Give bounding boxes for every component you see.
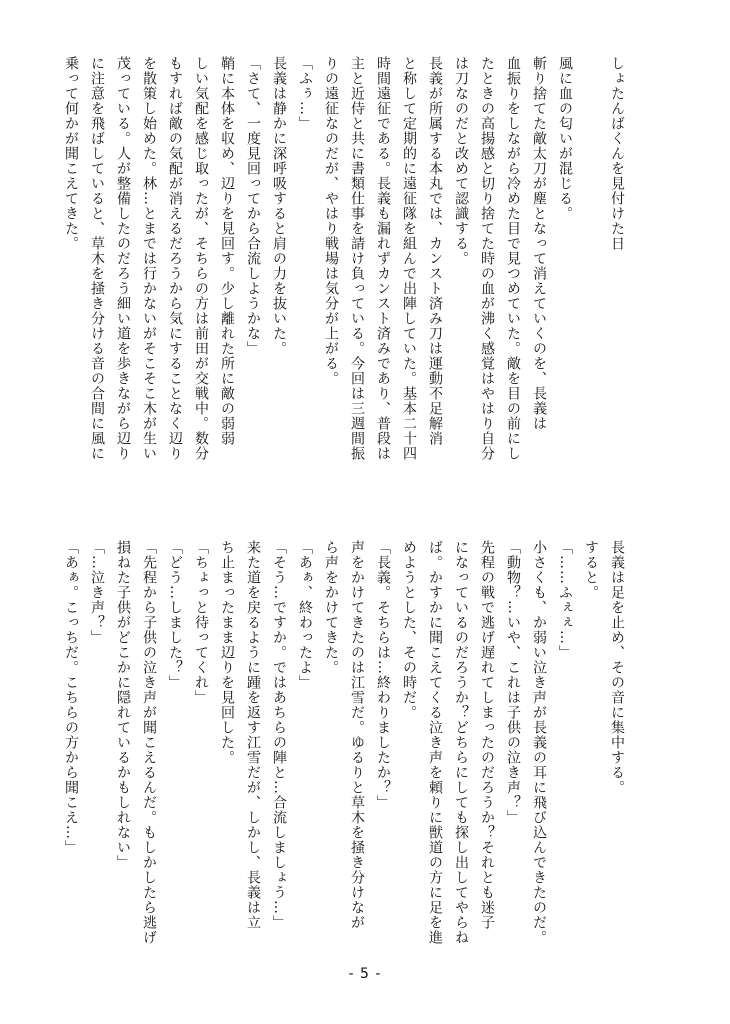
lower-text-line: すると。	[583, 540, 599, 600]
upper-text-line: は刀なのだと改めて認識する。	[453, 56, 469, 266]
upper-text-line: 時間遠征である。長義も漏れずカンスト済みであり、普段は	[375, 56, 391, 461]
lower-text-line: 「…泣き声？」	[89, 540, 105, 645]
lower-text-line: 「あぁ。こっちだ。こちらの方から聞こえ…」	[63, 540, 79, 855]
upper-text-line: 血振りをしながら冷めた目で見つめていた。敵を目の前にし	[505, 56, 521, 461]
lower-text-line: 「どう…しました？」	[167, 540, 183, 690]
lower-text-line: 「長義。そちらは…終わりましたか？」	[375, 540, 391, 810]
lower-text-line: ば。かすかに聞こえてくる泣き声を頼りに獣道の方に足を進	[427, 540, 443, 945]
lower-text-line: 「先程から子供の泣き声が聞こえるんだ。もしかしたら逃げ	[141, 540, 157, 945]
lower-text-block	[63, 540, 630, 945]
upper-text-line: 乗って何かが聞こえてきた。	[63, 56, 79, 251]
lower-text-line: 「そう…ですか。ではあちらの陣と…合流しましょう…」	[271, 540, 287, 930]
upper-text-line: 鞘に本体を収め、辺りを見回す。少し離れた所に敵の弱弱	[219, 56, 235, 446]
lower-text-line: になっているのだろうか？どちらにしても探し出してやらね	[453, 540, 469, 945]
lower-text-line: 長義は足を止め、その音に集中する。	[609, 540, 625, 795]
upper-text-line: 風に血の匂いが混じる。	[557, 56, 573, 221]
lower-text-line: ち止まったまま辺りを見回した。	[219, 540, 235, 765]
lower-text-line: ら声をかけてきた。	[323, 540, 339, 675]
upper-text-line	[578, 56, 604, 526]
lower-text-line: 来た道を戻るように踵を返す江雪だが、しかし、長義は立	[245, 540, 261, 930]
upper-text-line: に注意を飛ばしていると、草木を掻き分ける音の合間に風に	[89, 56, 105, 461]
upper-text-line: しょたんばくんを見付けた日	[609, 56, 625, 251]
upper-text-line: 「ふぅ…」	[297, 56, 313, 131]
upper-text-line: 斬り捨てた敵太刀が塵となって消えていくのを、長義は	[531, 56, 547, 431]
upper-text-line: 長義が所属する本丸では、カンスト済み刀は運動不足解消	[427, 56, 443, 446]
lower-text-line: 損ねた子供がどこかに隠れているかもしれない」	[115, 540, 131, 870]
lower-text-line: 「……ふぇぇ…」	[557, 540, 573, 660]
upper-text-line: 茂っている。人が整備したのだろう細い道を歩きながら辺り	[115, 56, 131, 461]
upper-text-line: もすれば敵の気配が消えるだろうから気にすることなく辺り	[167, 56, 183, 461]
upper-text-line: 「さて、一度見回ってから合流しようかな」	[245, 56, 261, 356]
lower-text-line: 先程の戦で逃げ遅れてしまったのだろうか？それとも迷子	[479, 540, 495, 930]
page-number: - 5 -	[348, 966, 382, 982]
upper-text-line: と称して定期的に遠征隊を組んで出陣していた。基本二十四	[401, 56, 417, 461]
upper-text-line: たときの高揚感と切り捨てた時の血が沸く感覚はやはり自分	[479, 56, 495, 461]
upper-text-line: しい気配を感じ取ったが、そちらの方は前田が交戦中。数分	[193, 56, 209, 461]
lower-text-line: 小さくも、か弱い泣き声が長義の耳に飛び込んできたのだ。	[531, 540, 547, 945]
lower-text-line: めようとした、その時だ。	[401, 540, 417, 720]
upper-text-block	[63, 56, 630, 526]
upper-text-line: 主と近侍と共に書類仕事を請け負っている。今回は三週間振	[349, 56, 365, 461]
lower-text-line: 「ちょっと待ってくれ」	[193, 540, 209, 705]
lower-text-line: 「動物？…いや、これは子供の泣き声？」	[505, 540, 521, 825]
upper-text-line: りの遠征なのだが、やはり戦場は気分が上がる。	[323, 56, 339, 386]
lower-text-line: 「あぁ、終わったよ」	[297, 540, 313, 690]
upper-text-line: を散策し始めた。林…とまでは行かないがそこそこ木が生い	[141, 56, 157, 461]
lower-text-line: 声をかけてきたのは江雪だ。ゆるりと草木を掻き分けなが	[349, 540, 365, 930]
upper-text-line: 長義は静かに深呼吸すると肩の力を抜いた。	[271, 56, 287, 356]
